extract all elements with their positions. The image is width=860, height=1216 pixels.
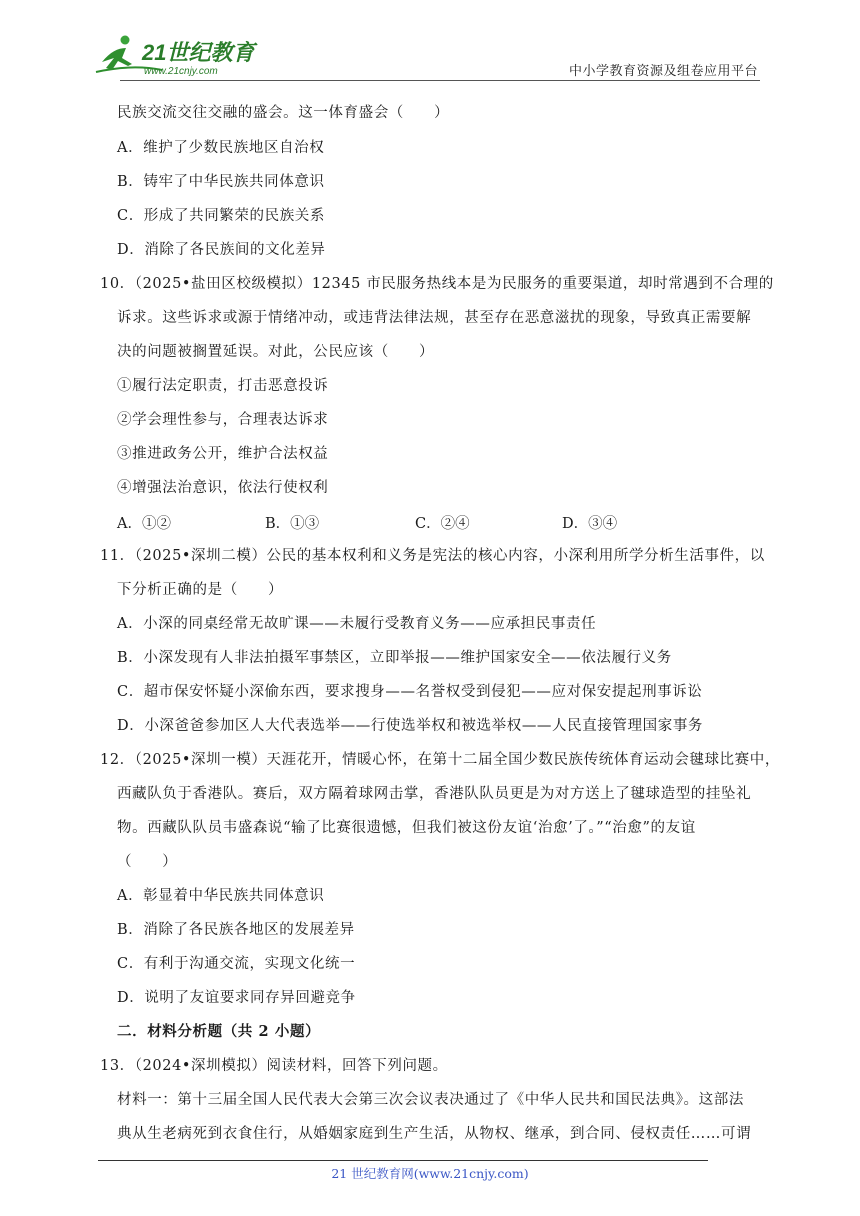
q13-line-1: 13．（2024•深圳模拟）阅读材料，回答下列问题。 (100, 1058, 448, 1074)
q9-option-a: A．维护了少数民族地区自治权 (117, 140, 325, 156)
q10-choice-a: A．①② (117, 516, 171, 532)
q11-option-d: D．小深爸爸参加区人大代表选举——行使选举权和被选举权——人民直接管理国家事务 (117, 718, 704, 734)
header-divider (120, 80, 760, 81)
q9-option-d: D．消除了各民族间的文化差异 (117, 242, 326, 258)
q10-choice-b: B．①③ (265, 516, 320, 532)
q9-stem: 民族交流交往交融的盛会。这一体育盛会（ ） (117, 105, 450, 121)
q12-option-d: D．说明了友谊要求同存异回避竞争 (117, 990, 356, 1006)
q13-line-3: 典从生老病死到衣食住行，从婚姻家庭到生产生活，从物权、继承，到合同、侵权责任……可谓 (117, 1126, 752, 1142)
q12-line-3: 物。西藏队队员韦盛森说“输了比赛很遗憾，但我们被这份友谊‘治愈’了。”“治愈”的友谊 (117, 820, 696, 836)
q11-option-a: A．小深的同桌经常无故旷课——未履行受教育义务——应承担民事责任 (117, 616, 597, 632)
platform-name: 中小学教育资源及组卷应用平台 (568, 64, 758, 79)
q12-option-c: C．有利于沟通交流，实现文化统一 (117, 956, 356, 972)
q11-line-2: 下分析正确的是（ ） (117, 582, 284, 598)
q10-choice-d: D．③④ (562, 516, 618, 532)
q10-item-4: ④增强法治意识，依法行使权利 (117, 480, 329, 496)
svg-text:21世纪教育: 21世纪教育 (142, 40, 255, 65)
footer-link[interactable]: 21 世纪教育网(www.21cnjy.com) (331, 1166, 529, 1181)
q10-line-3: 决的问题被搁置延误。对此，公民应该（ ） (117, 344, 435, 360)
q9-option-c: C．形成了共同繁荣的民族关系 (117, 208, 325, 224)
q10-line-1: 10．（2025•盐田区校级模拟）12345 市民服务热线本是为民服务的重要渠道，却时常遇到不合理的 (100, 276, 774, 292)
site-logo (92, 34, 262, 80)
q11-option-c: C．超市保安怀疑小深偷东西，要求搜身——名誉权受到侵犯——应对保安提起刑事诉讼 (117, 684, 703, 700)
q10-item-3: ③推进政务公开，维护合法权益 (117, 446, 329, 462)
q12-option-a: A．彰显着中华民族共同体意识 (117, 888, 325, 904)
page-header (0, 0, 860, 96)
footer-divider (98, 1160, 708, 1161)
q10-item-1: ①履行法定职责，打击恶意投诉 (117, 378, 329, 394)
q13-line-2: 材料一：第十三届全国人民代表大会第三次会议表决通过了《中华人民共和国民法典》。这部法 (117, 1092, 744, 1108)
q10-line-2: 诉求。这些诉求或源于情绪冲动，或违背法律法规，甚至存在恶意滋扰的现象，导致真正需要解 (117, 310, 752, 326)
q12-line-2: 西藏队负于香港队。赛后，双方隔着球网击掌，香港队队员更是为对方送上了毽球造型的挂坠礼 (117, 786, 752, 802)
q11-line-1: 11．（2025•深圳二模）公民的基本权利和义务是宪法的核心内容，小深利用所学分析生活事件，以 (100, 548, 765, 564)
q10-item-2: ②学会理性参与，合理表达诉求 (117, 412, 329, 428)
q9-option-b: B．铸牢了中华民族共同体意识 (117, 174, 325, 190)
q12-line-1: 12．（2025•深圳一模）天涯花开，情暖心怀，在第十二届全国少数民族传统体育运动会毽球比赛中， (100, 752, 780, 768)
q10-choice-c: C．②④ (415, 516, 470, 532)
q12-line-4: （ ） (117, 854, 178, 870)
q12-option-b: B．消除了各民族各地区的发展差异 (117, 922, 355, 938)
q11-option-b: B．小深发现有人非法拍摄军事禁区，立即举报——维护国家安全——依法履行义务 (117, 650, 672, 666)
section-heading: 二．材料分析题（共 2 小题） (117, 1023, 321, 1040)
svg-text:www.21cnjy.com: www.21cnjy.com (144, 66, 218, 77)
